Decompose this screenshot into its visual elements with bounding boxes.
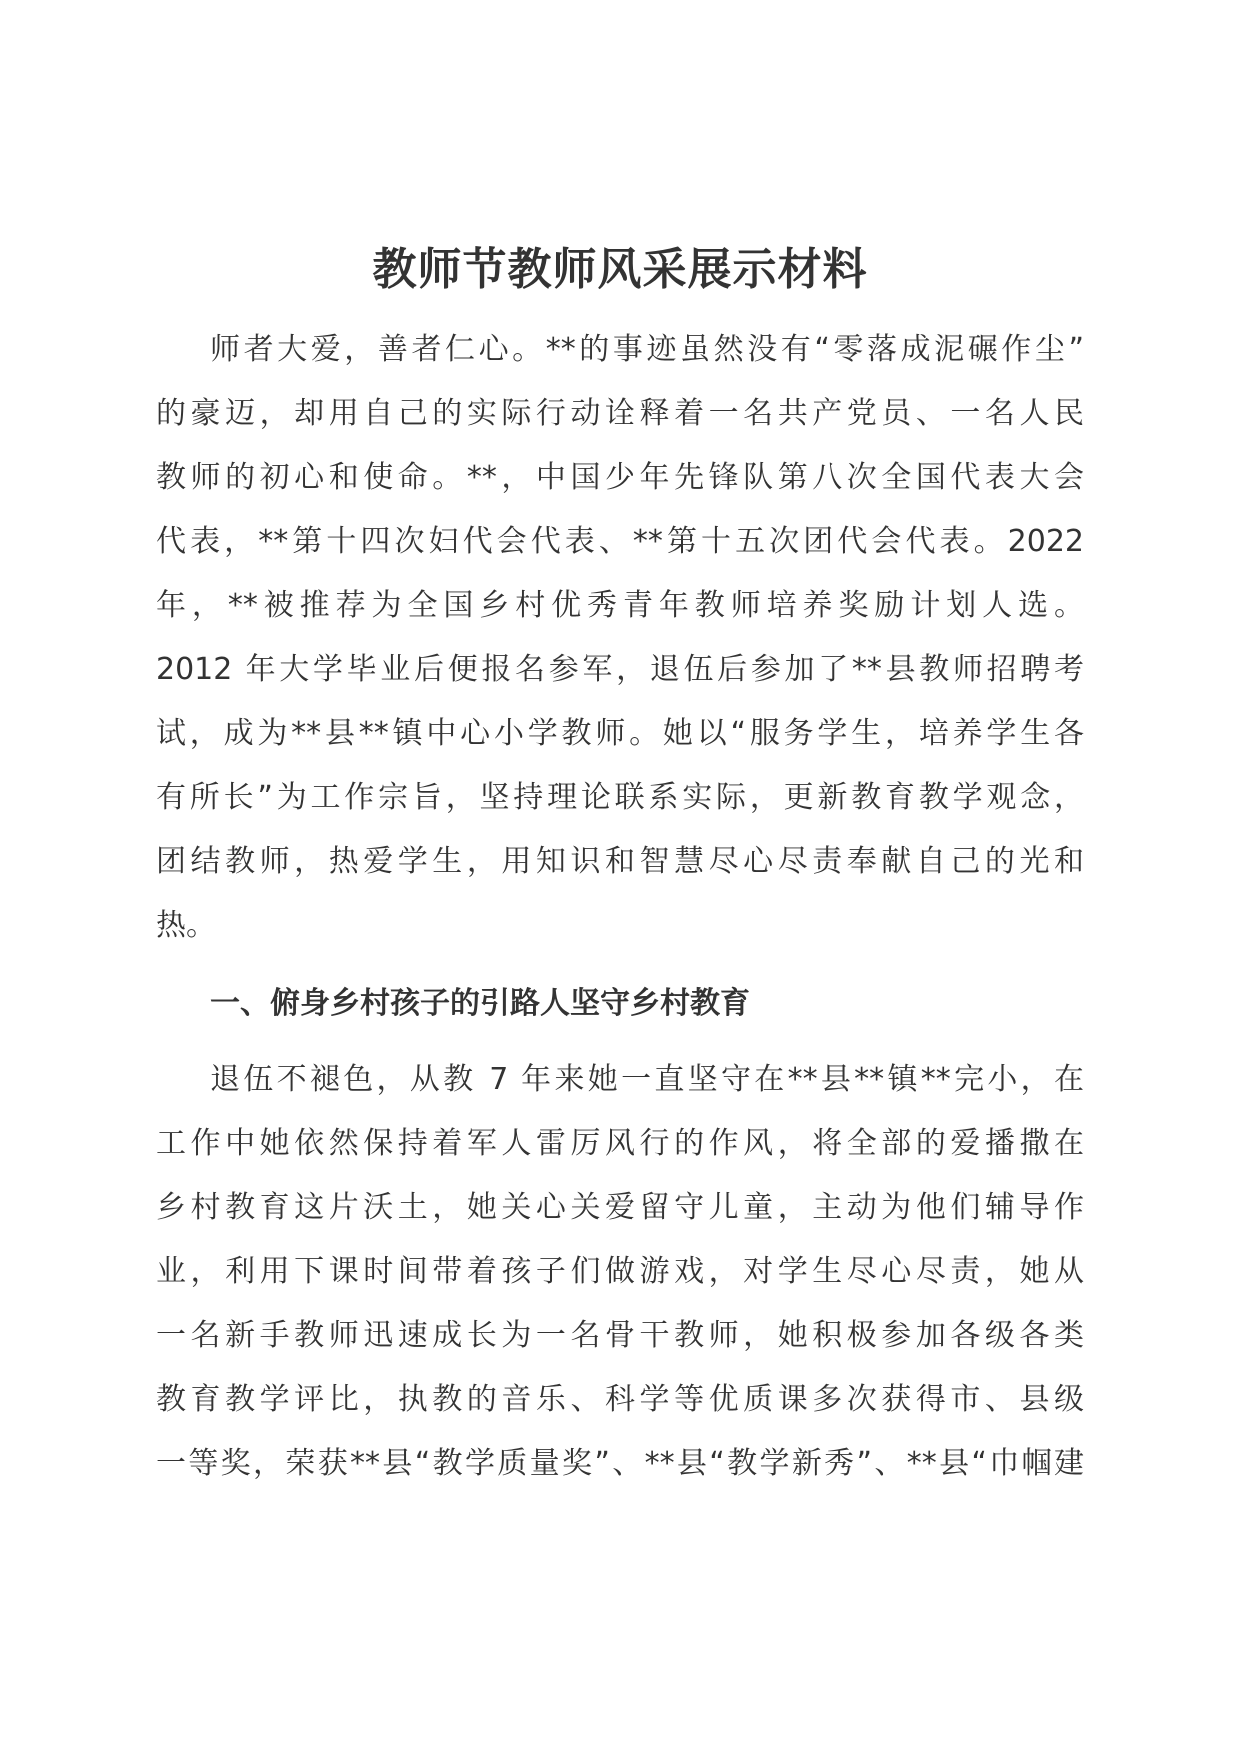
document-title: 教师节教师风采展示材料 xyxy=(372,244,868,295)
paragraph-line: 教育教学评比，执教的音乐、科学等优质课多次获得市、县级 xyxy=(156,1382,1084,1417)
paragraph-line: 有所长”为工作宗旨，坚持理论联系实际，更新教育教学观念， xyxy=(156,780,1084,815)
paragraph-line: 一名新手教师迅速成长为一名骨干教师，她积极参加各级各类 xyxy=(156,1318,1084,1353)
paragraph-line: 工作中她依然保持着军人雷厉风行的作风，将全部的爱播撒在 xyxy=(156,1126,1084,1161)
paragraph-line: 团结教师，热爱学生，用知识和智慧尽心尽责奉献自己的光和 xyxy=(156,844,1084,879)
paragraph-line: 乡村教育这片沃土，她关心关爱留守儿童，主动为他们辅导作 xyxy=(156,1190,1084,1225)
paragraph-line: 业，利用下课时间带着孩子们做游戏，对学生尽心尽责，她从 xyxy=(156,1254,1084,1289)
paragraph-line: 试，成为**县**镇中心小学教师。她以“服务学生，培养学生各 xyxy=(156,716,1084,751)
paragraph-line: 年，**被推荐为全国乡村优秀青年教师培养奖励计划人选。 xyxy=(156,588,1084,623)
paragraph-line: 代表，**第十四次妇代会代表、**第十五次团代会代表。2022 xyxy=(156,524,1084,559)
paragraph-line: 一等奖，荣获**县“教学质量奖”、**县“教学新秀”、**县“巾帼建 xyxy=(156,1446,1084,1481)
paragraph-line: 教师的初心和使命。**，中国少年先锋队第八次全国代表大会 xyxy=(156,460,1084,495)
paragraph-line: 师者大爱，善者仁心。**的事迹虽然没有“零落成泥碾作尘” xyxy=(210,332,1084,367)
paragraph-line: 退伍不褪色，从教 7 年来她一直坚守在**县**镇**完小，在 xyxy=(210,1062,1084,1097)
paragraph-line: 的豪迈，却用自己的实际行动诠释着一名共产党员、一名人民 xyxy=(156,396,1084,431)
paragraph-line: 热。 xyxy=(156,908,216,943)
section-heading: 一、俯身乡村孩子的引路人坚守乡村教育 xyxy=(210,986,750,1021)
paragraph-line: 2012 年大学毕业后便报名参军，退伍后参加了**县教师招聘考 xyxy=(156,652,1084,687)
